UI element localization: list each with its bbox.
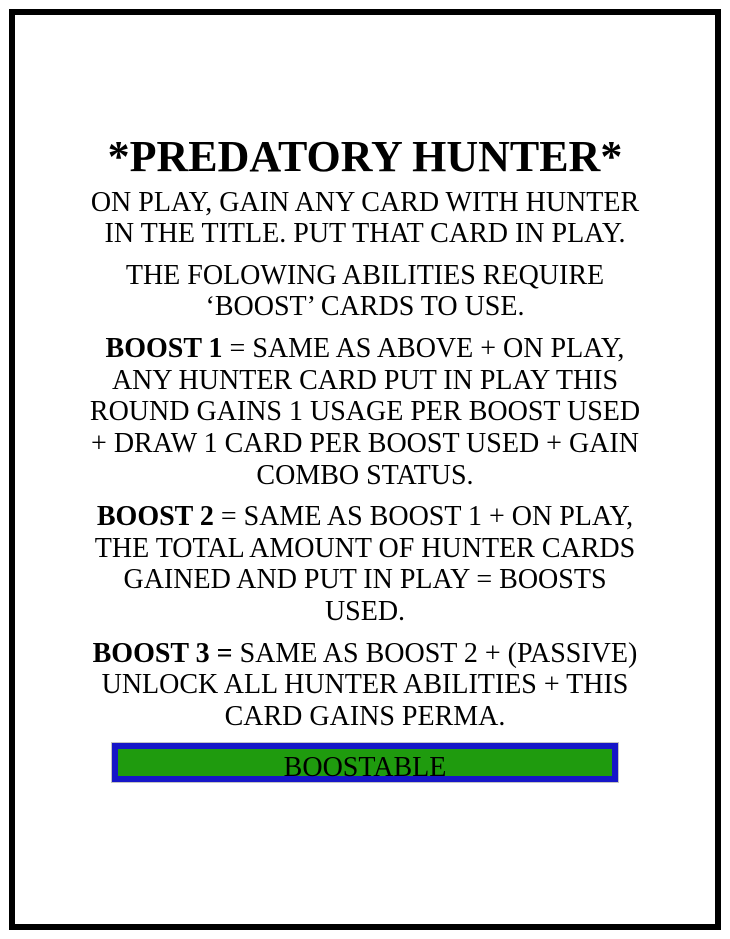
- rule-on-play-text: ON PLAY, GAIN ANY CARD WITH HUNTER IN THE TITLE. PUT THAT CARD IN PLAY.: [90, 186, 640, 250]
- boostable-banner: [112, 743, 618, 782]
- rule-boost-2-text: = SAME AS BOOST 1 + ON PLAY, THE TOTAL AMOUNT OF HUNTER CARDS GAINED AND PUT IN PLAY = BOOSTS USED.: [94, 501, 636, 628]
- rule-boost-3: [81, 638, 649, 733]
- rule-boost-1: [81, 333, 649, 491]
- rule-boost-3-text: SAME AS BOOST 2 + (PASSIVE) UNLOCK ALL HUNTER ABILITIES + THIS CARD GAINS PERMA.: [101, 637, 638, 732]
- rule-boost-1-text: = SAME AS ABOVE + ON PLAY, ANY HUNTER CARD PUT IN PLAY THIS ROUND GAINS 1 USAGE PER BOOST USED + DRAW 1 CARD PER BOOST USED + GAIN COMBO STATUS.: [89, 333, 641, 491]
- boostable-label: BOOSTABLE: [283, 751, 447, 783]
- rule-boost-2: [81, 501, 649, 628]
- rule-boost-requirement: [81, 260, 649, 323]
- card-title: *PREDATORY HUNTER*: [107, 132, 623, 181]
- rule-boost-2-bold: BOOST 2: [96, 501, 214, 533]
- rule-boost-1-bold: BOOST 1: [105, 333, 223, 365]
- rule-boost-requirement-text: THE FOLOWING ABILITIES REQUIRE ‘BOOST’ CARDS TO USE.: [125, 259, 605, 323]
- rule-boost-3-bold: BOOST 3 =: [92, 637, 233, 669]
- rule-on-play: [81, 187, 649, 250]
